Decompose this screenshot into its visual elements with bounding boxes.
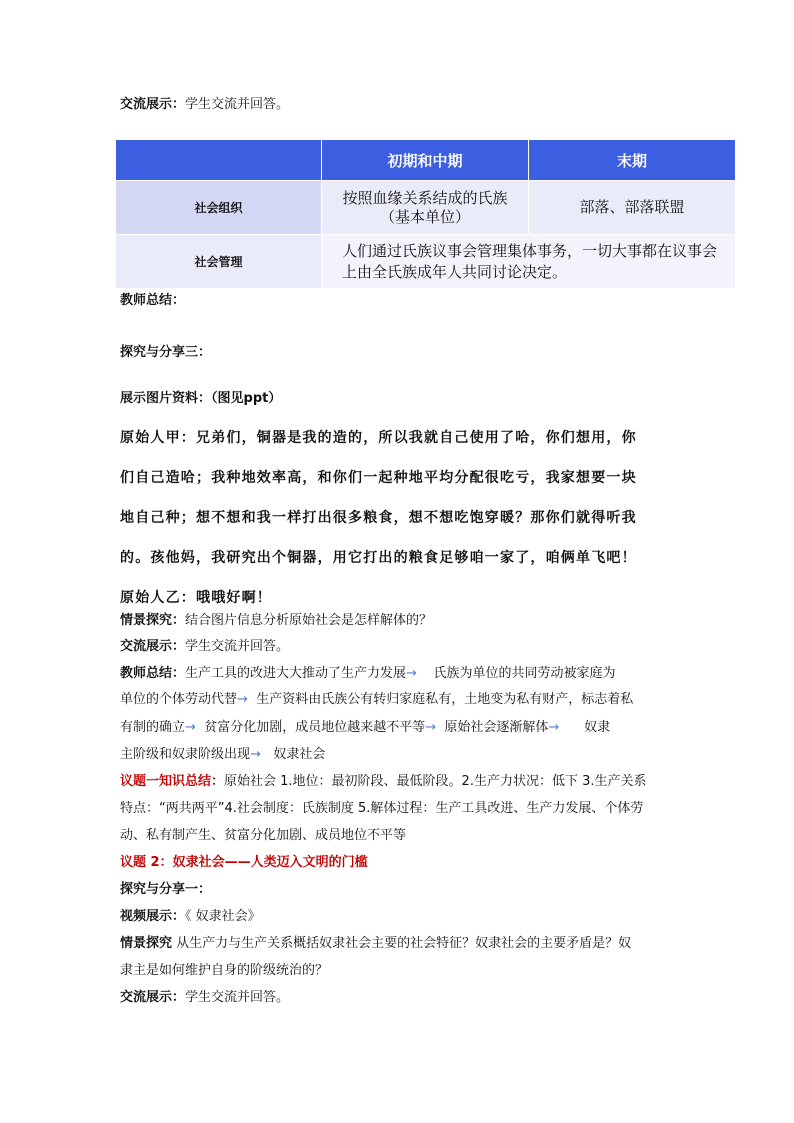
topic1-summary-label: 议题一知识总结： bbox=[120, 774, 225, 789]
arrow-icon: → bbox=[548, 720, 560, 735]
topic1-summary-text-1: 原始社会 1.地位：最初阶段、最低阶段。2.生产力状况：低下 3.生产关系 bbox=[224, 774, 647, 789]
inquiry-text: 结合图片信息分析原始社会是怎样解体的？ bbox=[185, 613, 433, 628]
topic2-exchange-label: 交流展示： bbox=[120, 990, 186, 1005]
summary-text-8: 奴隶 bbox=[584, 720, 611, 735]
table-header-empty bbox=[116, 140, 322, 180]
summary-line-2 bbox=[120, 691, 633, 709]
show-images-label: 展示图片资料： bbox=[120, 391, 212, 406]
topic2-explore-1: 探究与分享一： bbox=[120, 882, 212, 897]
topic1-summary-line-3: 动、私有制产生、贫富分化加剧、成员地位不平等 bbox=[120, 828, 407, 843]
topic2-title: 议题 2：奴隶社会——人类迈入文明的门槛 bbox=[120, 855, 368, 870]
summary-text-1: 生产工具的改进大大推动了生产力发展 bbox=[185, 666, 407, 681]
inquiry-label: 情景探究： bbox=[120, 613, 186, 628]
dialogue-line-3: 地自己种；想不想和我一样打出很多粮食，想不想吃饱穿暖？那你们就得听我 bbox=[120, 510, 637, 526]
topic2-inquiry-line-1 bbox=[120, 935, 631, 953]
exchange-text: 学生交流并回答。 bbox=[185, 97, 290, 112]
explore-share-3: 探究与分享三： bbox=[120, 345, 212, 360]
exchange-label-2: 交流展示： bbox=[120, 639, 186, 654]
arrow-icon: → bbox=[250, 747, 261, 762]
show-images-text: （图见ppt） bbox=[211, 391, 282, 406]
comparison-table bbox=[116, 140, 735, 288]
dialogue-line-4: 的。孩他妈，我研究出个铜器，用它打出的粮食足够咱一家了，咱俩单飞吧！ bbox=[120, 550, 637, 566]
dialogue-line-1: 原始人甲：兄弟们，铜器是我的造的，所以我就自己使用了哈，你们想用，你 bbox=[120, 430, 637, 446]
video-line bbox=[120, 908, 261, 926]
topic2-inquiry-label: 情景探究 bbox=[120, 936, 173, 951]
topic2-exchange-text: 学生交流并回答。 bbox=[185, 990, 290, 1005]
table-cell-organization-late: 部落、部落联盟 bbox=[529, 180, 735, 234]
topic1-summary-line-2: 特点：“两共两平”4.社会制度：氏族制度 5.解体过程：生产工具改进、生产力发展、个体劳 bbox=[120, 801, 644, 816]
dialogue-line-5: 原始人乙：哦哦好啊！ bbox=[120, 590, 272, 606]
summary-text-3: 单位的个体劳动代替 bbox=[120, 692, 238, 707]
dialogue-line-2: 们自己造哈；我种地效率高，和你们一起种地平均分配很吃亏，我家想要一块 bbox=[120, 470, 637, 486]
topic2-inquiry-text-1: 从生产力与生产关系概括奴隶社会主要的社会特征？奴隶社会的主要矛盾是？奴 bbox=[176, 936, 632, 951]
arrow-icon: → bbox=[406, 666, 417, 681]
topic2-inquiry-line-2: 隶主是如何维护自身的阶级统治的？ bbox=[120, 963, 329, 978]
table-header-early: 初期和中期 bbox=[322, 140, 529, 180]
exchange-line-1 bbox=[120, 96, 289, 114]
video-text: 《 奴隶社会》 bbox=[185, 909, 261, 924]
summary-text-5: 有制的确立 bbox=[120, 720, 186, 735]
inquiry-line bbox=[120, 612, 432, 630]
topic1-summary-line-1 bbox=[120, 773, 647, 791]
show-images-line bbox=[120, 390, 281, 408]
summary-line-4 bbox=[120, 746, 325, 764]
table-row-label-management: 社会管理 bbox=[116, 234, 322, 288]
summary-line-1 bbox=[120, 665, 615, 683]
summary-label: 教师总结： bbox=[120, 666, 186, 681]
exchange-label: 交流展示： bbox=[120, 97, 186, 112]
summary-text-6: 贫富分化加剧，成员地位越来越不平等 bbox=[204, 720, 426, 735]
table-cell-organization-early: 按照血缘关系结成的氏族（基本单位） bbox=[322, 180, 529, 234]
exchange-line-2 bbox=[120, 638, 289, 656]
summary-text-2: 氏族为单位的共同劳动被家庭为 bbox=[433, 666, 616, 681]
table-header-late: 末期 bbox=[529, 140, 735, 180]
summary-text-7: 原始社会逐渐解体 bbox=[444, 720, 549, 735]
exchange-text-2: 学生交流并回答。 bbox=[185, 639, 290, 654]
video-label: 视频展示： bbox=[120, 909, 186, 924]
table-cell-management: 人们通过氏族议事会管理集体事务，一切大事都在议事会上由全氏族成年人共同讨论决定。 bbox=[322, 234, 735, 288]
arrow-icon: → bbox=[425, 720, 437, 735]
teacher-summary-1: 教师总结： bbox=[120, 293, 186, 308]
arrow-icon: → bbox=[185, 720, 196, 735]
summary-text-10: 奴隶社会 bbox=[273, 747, 326, 762]
summary-text-4: 生产资料由氏族公有转归家庭私有，土地变为私有财产，标志着私 bbox=[256, 692, 634, 707]
arrow-icon: → bbox=[237, 692, 248, 707]
summary-line-3 bbox=[120, 719, 610, 737]
summary-text-9: 主阶级和奴隶阶级出现 bbox=[120, 747, 251, 762]
table-row-label-organization: 社会组织 bbox=[116, 180, 322, 234]
topic2-exchange-line bbox=[120, 989, 289, 1007]
